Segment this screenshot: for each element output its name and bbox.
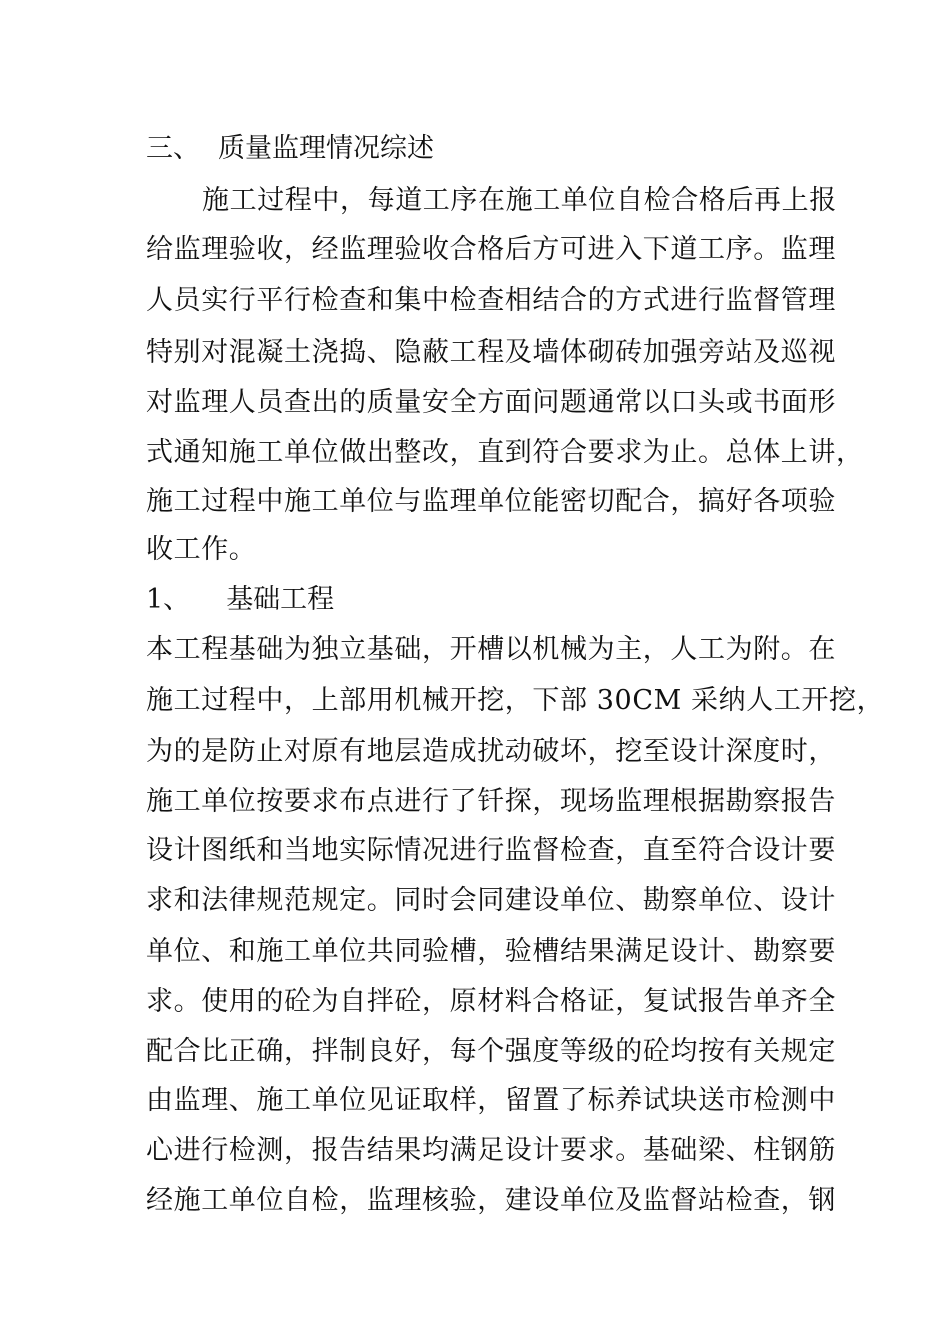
paragraph-line: 施工过程中，每道工序在施工单位自检合格后再上报 <box>202 185 837 216</box>
subsection-heading <box>146 583 334 617</box>
subsection-title: 基础工程 <box>226 584 335 615</box>
section-title: 质量监理情况综述 <box>218 133 434 164</box>
paragraph-line: 式通知施工单位做出整改，直到符合要求为止。总体上讲， <box>146 437 864 468</box>
paragraph-line: 配合比正确，拌制良好，每个强度等级的砼均按有关规定 <box>146 1036 836 1067</box>
paragraph-line: 对监理人员查出的质量安全方面问题通常以口头或书面形 <box>146 387 836 418</box>
paragraph-line: 给监理验收，经监理验收合格后方可进入下道工序。监理 <box>146 234 836 265</box>
paragraph-line: 求。使用的砼为自拌砼，原材料合格证，复试报告单齐全 <box>146 986 836 1017</box>
paragraph-line: 求和法律规范规定。同时会同建设单位、勘察单位、设计 <box>146 885 836 916</box>
section-number: 三、 <box>146 133 200 164</box>
paragraph-line: 本工程基础为独立基础，开槽以机械为主，人工为附。在 <box>146 634 836 665</box>
paragraph-line: 施工单位按要求布点进行了钎探，现场监理根据勘察报告 <box>146 786 836 817</box>
paragraph-line: 施工过程中，上部用机械开挖，下部 30CM 采纳人工开挖， <box>146 685 885 716</box>
subsection-number: 1、 <box>146 584 191 615</box>
paragraph-line: 收工作。 <box>146 534 257 565</box>
paragraph-line: 经施工单位自检，监理核验，建设单位及监督站检查，钢 <box>146 1185 836 1216</box>
paragraph-line: 设计图纸和当地实际情况进行监督检查，直至符合设计要 <box>146 835 836 866</box>
paragraph-line: 单位、和施工单位共同验槽，验槽结果满足设计、勘察要 <box>146 936 836 967</box>
section-heading <box>146 132 434 166</box>
paragraph-line: 特别对混凝土浇捣、隐蔽工程及墙体砌砖加强旁站及巡视 <box>146 337 836 368</box>
paragraph-line: 为的是防止对原有地层造成扰动破坏，挖至设计深度时， <box>146 736 836 767</box>
paragraph-line: 由监理、施工单位见证取样，留置了标养试块送市检测中 <box>146 1085 836 1116</box>
paragraph-line: 人员实行平行检查和集中检查相结合的方式进行监督管理 <box>146 285 836 316</box>
paragraph-line: 心进行检测，报告结果均满足设计要求。基础梁、柱钢筋 <box>146 1135 836 1166</box>
paragraph-line: 施工过程中施工单位与监理单位能密切配合，搞好各项验 <box>146 486 836 517</box>
